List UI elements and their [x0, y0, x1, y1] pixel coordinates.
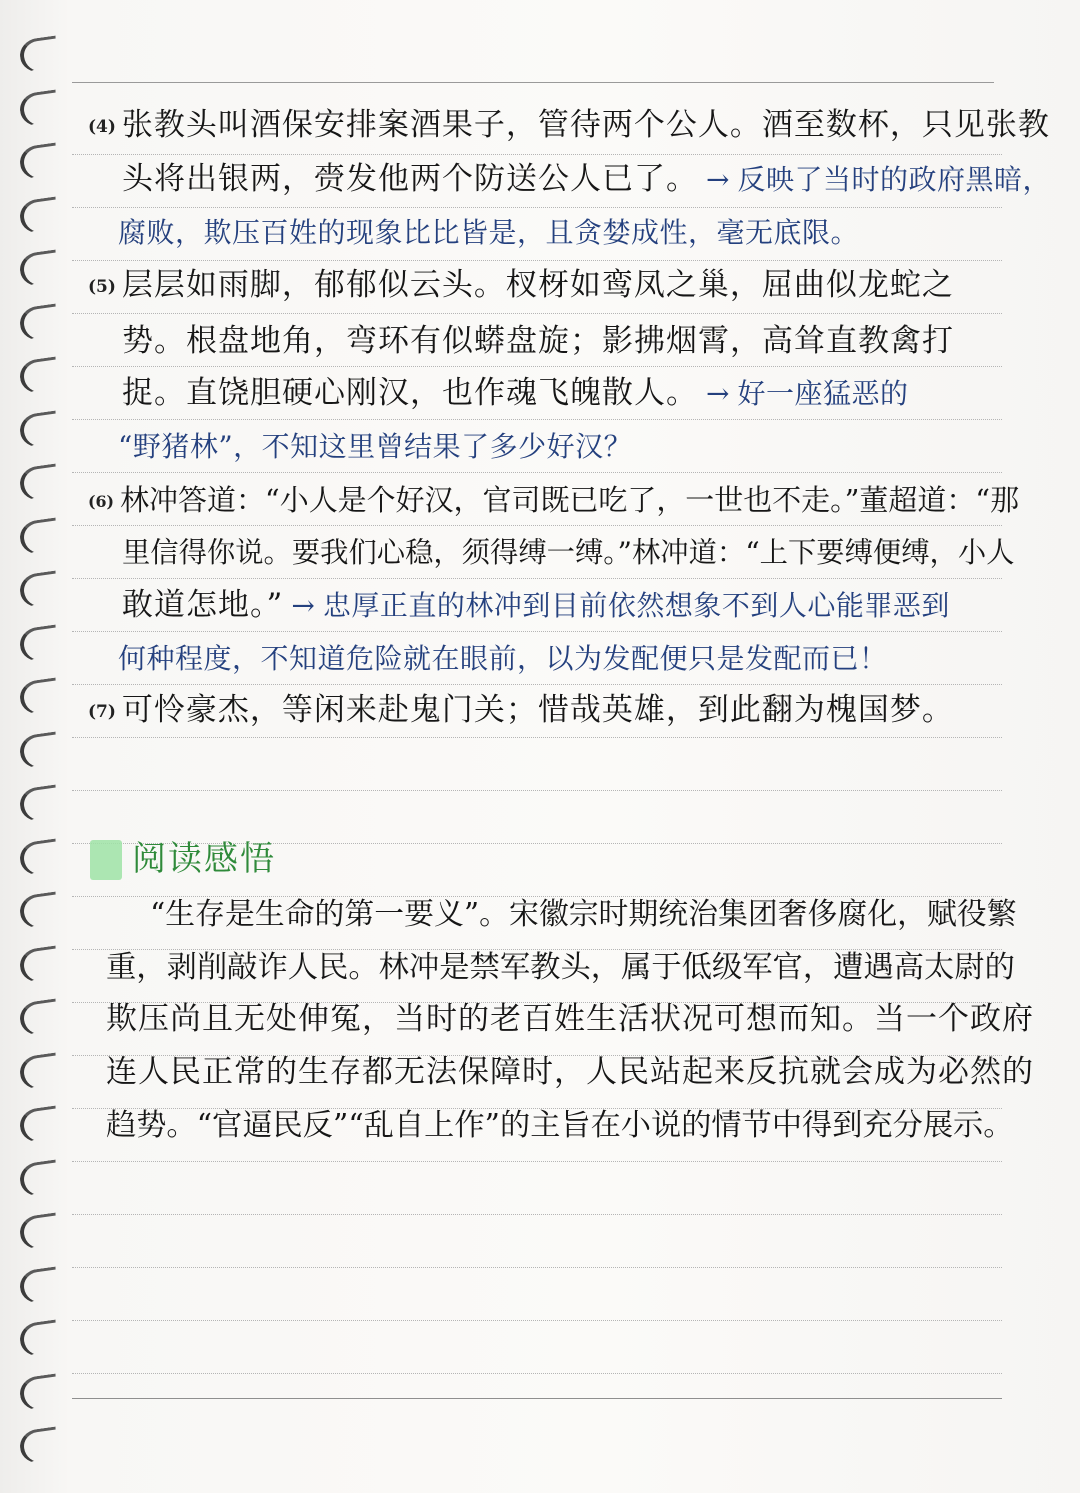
binder-ring	[18, 785, 60, 824]
reflection-line	[0, 992, 1080, 1046]
note-number: (6)	[88, 491, 115, 511]
annotation-text: “野猪林”，不知这里曾结果了多少好汉？	[118, 430, 633, 463]
annotation-text: 反映了当时的政府黑暗，	[737, 163, 1051, 196]
annotation-text: 何种程度，不知道危险就在眼前，以为发配便只是发配而已！	[118, 642, 888, 675]
quote-text: 势。根盘地角，弯环有似蟒盘旋；影拂烟霄，高耸直教禽打	[122, 323, 954, 359]
reflection-line	[0, 887, 1080, 941]
quote-text: 可怜豪杰，等闲来赴鬼门关；惜哉英雄，到此翻为槐国梦。	[121, 692, 954, 728]
note-line	[0, 205, 1080, 259]
note-number: (4)	[88, 116, 116, 137]
quote-text: 捉。直饶胆硬心刚汉，也作魂飞魄散人。	[122, 375, 698, 411]
note-line	[0, 631, 1080, 685]
ruled-line	[72, 1267, 1002, 1268]
note-line	[0, 683, 1080, 737]
note-line	[0, 152, 1080, 206]
binder-ring	[18, 838, 60, 877]
note-number: (7)	[88, 701, 116, 722]
note-number: (5)	[88, 276, 116, 297]
note-line	[0, 419, 1080, 473]
annotation-text: 腐败，欺压百姓的现象比比皆是，且贪婪成性，毫无底限。	[118, 216, 860, 249]
bottom-margin-line	[72, 1398, 1002, 1399]
reflection-line	[0, 940, 1080, 994]
ruled-line	[72, 737, 1002, 738]
quote-text: 敢道怎地。”	[122, 587, 284, 623]
arrow-icon: →	[706, 163, 730, 196]
note-line	[0, 473, 1080, 527]
note-line	[0, 525, 1080, 579]
binder-ring	[18, 1373, 60, 1412]
reflection-text: “生存是生命的第一要义”。宋徽宗时期统治集团奢侈腐化，赋役繁	[150, 897, 1017, 932]
arrow-icon: →	[291, 589, 315, 622]
ruled-line	[72, 1214, 1002, 1215]
binder-ring	[18, 1266, 60, 1305]
ruled-line	[72, 1161, 1002, 1162]
quote-text: 林冲答道：“小人是个好汉，官司既已吃了，一世也不走。”董超道：“那	[120, 483, 1020, 517]
note-line	[0, 258, 1080, 312]
ruled-line	[72, 1373, 1002, 1374]
binder-ring	[18, 36, 60, 75]
reflection-text: 重，剥削敲诈人民。林冲是禁军教头，属于低级军官，遭遇高太尉的	[106, 950, 1015, 985]
quote-text: 层层如雨脚，郁郁似云头。杈枒如鸾凤之巢，屈曲似龙蛇之	[121, 267, 954, 303]
ruled-line	[72, 1320, 1002, 1321]
annotation-text: 好一座猛恶的	[737, 377, 909, 410]
reflection-title: 阅读感悟	[132, 839, 276, 879]
ruled-line	[72, 790, 1002, 791]
binder-ring	[18, 1427, 60, 1466]
reflection-text: 连人民正常的生存都无法保障时，人民站起来反抗就会成为必然的	[106, 1054, 1034, 1090]
binder-ring	[18, 1213, 60, 1252]
note-line	[0, 366, 1080, 420]
note-line	[0, 314, 1080, 368]
top-margin-line	[72, 82, 994, 83]
annotation-text: 忠厚正直的林冲到目前依然想象不到人心能罪恶到	[322, 589, 950, 622]
quote-text: 头将出银两，赍发他两个防送公人已了。	[122, 161, 698, 197]
binder-ring	[18, 1320, 60, 1359]
reflection-line	[0, 1098, 1080, 1152]
highlighter-mark	[90, 840, 122, 880]
quote-text: 张教头叫酒保安排案酒果子，管待两个公人。酒至数杯，只见张教	[121, 107, 1050, 143]
note-line	[0, 98, 1080, 152]
reflection-text: 趋势。“官逼民反”“乱自上作”的主旨在小说的情节中得到充分展示。	[106, 1108, 1014, 1143]
quote-text: 里信得你说。要我们心稳，须得缚一缚。”林冲道：“上下要缚便缚，小人	[122, 536, 1015, 569]
binder-ring	[18, 1159, 60, 1198]
reflection-heading	[86, 832, 346, 886]
arrow-icon: →	[706, 377, 730, 410]
reflection-text: 欺压尚且无处伸冤，当时的老百姓生活状况可想而知。当一个政府	[106, 1001, 1034, 1037]
note-line	[0, 578, 1080, 632]
reflection-line	[0, 1045, 1080, 1099]
